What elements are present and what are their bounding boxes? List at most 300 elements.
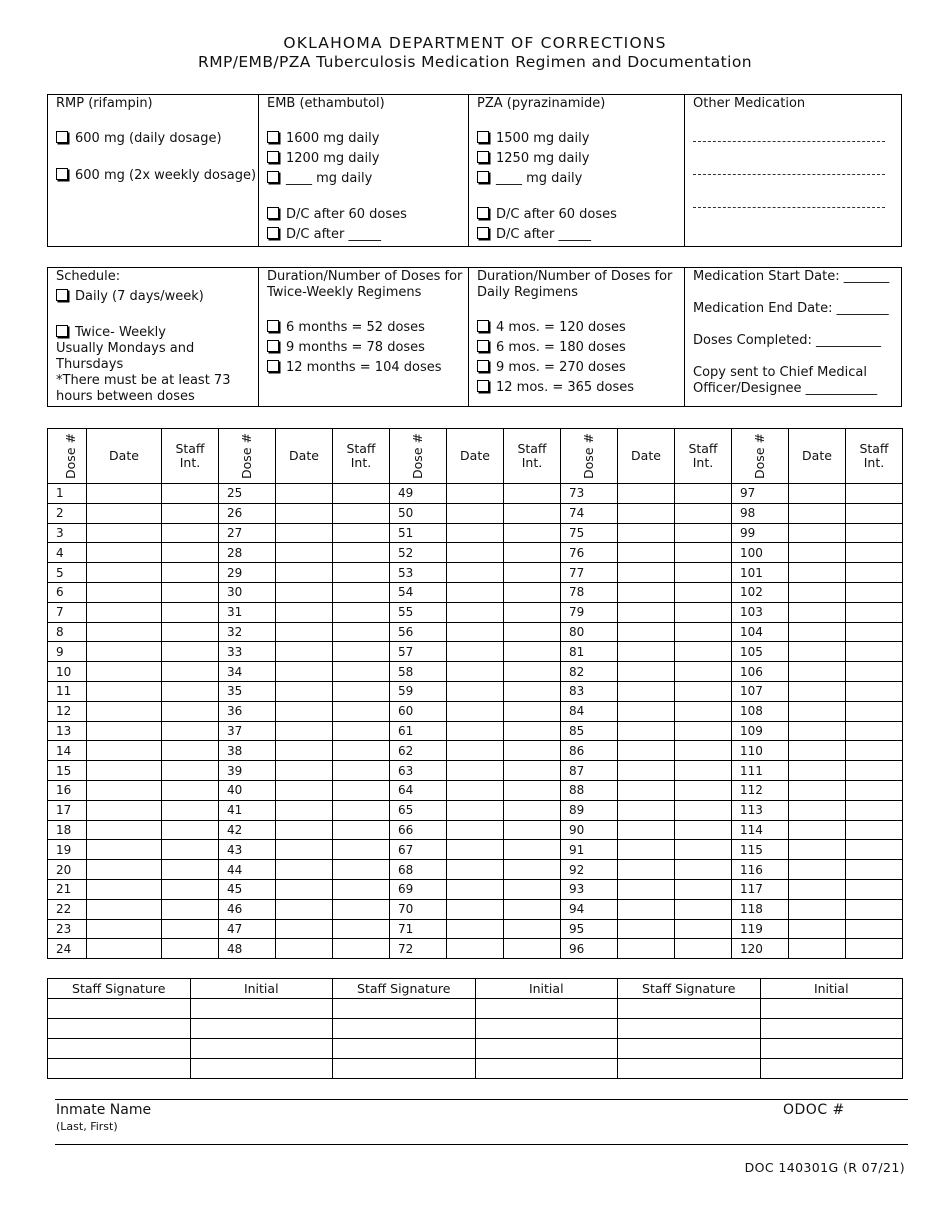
dose-date-cell[interactable] (447, 602, 504, 622)
dose-date-cell[interactable] (618, 840, 675, 860)
staff-signature-cell[interactable] (618, 1039, 761, 1059)
checkbox-icon[interactable] (477, 360, 489, 372)
initial-cell[interactable] (190, 1059, 333, 1079)
staff-initials-cell[interactable] (675, 543, 732, 563)
staff-signature-cell[interactable] (48, 1019, 191, 1039)
staff-signature-cell[interactable] (333, 1019, 476, 1039)
dose-date-cell[interactable] (618, 563, 675, 583)
checkbox-icon[interactable] (56, 325, 68, 337)
staff-initials-cell[interactable] (846, 899, 903, 919)
staff-initials-cell[interactable] (846, 701, 903, 721)
staff-initials-cell[interactable] (675, 939, 732, 959)
medication-start-date-field[interactable]: Medication Start Date: _______ (693, 269, 890, 284)
staff-initials-cell[interactable] (504, 503, 561, 523)
dose-date-cell[interactable] (447, 800, 504, 820)
staff-initials-cell[interactable] (846, 840, 903, 860)
dose-date-cell[interactable] (789, 622, 846, 642)
staff-initials-cell[interactable] (333, 919, 390, 939)
staff-initials-cell[interactable] (846, 503, 903, 523)
staff-initials-cell[interactable] (846, 582, 903, 602)
initial-cell[interactable] (760, 999, 903, 1019)
staff-initials-cell[interactable] (846, 939, 903, 959)
dose-date-cell[interactable] (87, 484, 162, 504)
checkbox-icon[interactable] (267, 207, 279, 219)
staff-initials-cell[interactable] (504, 780, 561, 800)
staff-initials-cell[interactable] (675, 840, 732, 860)
twice-weekly-6mo[interactable]: 6 months = 52 doses (267, 320, 460, 336)
staff-initials-cell[interactable] (675, 701, 732, 721)
checkbox-icon[interactable] (477, 340, 489, 352)
staff-initials-cell[interactable] (162, 622, 219, 642)
dose-date-cell[interactable] (789, 761, 846, 781)
dose-date-cell[interactable] (276, 582, 333, 602)
dose-date-cell[interactable] (447, 820, 504, 840)
staff-initials-cell[interactable] (675, 780, 732, 800)
dose-date-cell[interactable] (789, 701, 846, 721)
staff-initials-cell[interactable] (162, 860, 219, 880)
initial-cell[interactable] (475, 1039, 618, 1059)
dose-date-cell[interactable] (447, 543, 504, 563)
dose-date-cell[interactable] (276, 622, 333, 642)
pza-option-dc60[interactable]: D/C after 60 doses (477, 207, 676, 223)
dose-date-cell[interactable] (276, 721, 333, 741)
staff-signature-cell[interactable] (333, 999, 476, 1019)
dose-date-cell[interactable] (276, 701, 333, 721)
staff-initials-cell[interactable] (162, 523, 219, 543)
staff-initials-cell[interactable] (846, 741, 903, 761)
staff-signature-cell[interactable] (48, 999, 191, 1019)
staff-initials-cell[interactable] (846, 721, 903, 741)
staff-initials-cell[interactable] (162, 820, 219, 840)
checkbox-icon[interactable] (477, 207, 489, 219)
staff-signature-cell[interactable] (333, 1039, 476, 1059)
staff-initials-cell[interactable] (333, 800, 390, 820)
dose-date-cell[interactable] (276, 662, 333, 682)
staff-initials-cell[interactable] (675, 563, 732, 583)
staff-initials-cell[interactable] (504, 939, 561, 959)
dose-date-cell[interactable] (447, 780, 504, 800)
staff-initials-cell[interactable] (846, 523, 903, 543)
dose-date-cell[interactable] (87, 741, 162, 761)
staff-initials-cell[interactable] (675, 879, 732, 899)
checkbox-icon[interactable] (267, 340, 279, 352)
staff-initials-cell[interactable] (162, 582, 219, 602)
staff-initials-cell[interactable] (162, 602, 219, 622)
dose-date-cell[interactable] (276, 860, 333, 880)
initial-cell[interactable] (760, 1059, 903, 1079)
dose-date-cell[interactable] (276, 503, 333, 523)
dose-date-cell[interactable] (618, 602, 675, 622)
dose-date-cell[interactable] (87, 622, 162, 642)
staff-signature-cell[interactable] (618, 999, 761, 1019)
checkbox-icon[interactable] (267, 227, 279, 239)
staff-initials-cell[interactable] (675, 899, 732, 919)
staff-initials-cell[interactable] (333, 563, 390, 583)
staff-initials-cell[interactable] (504, 701, 561, 721)
staff-initials-cell[interactable] (333, 840, 390, 860)
staff-initials-cell[interactable] (504, 741, 561, 761)
staff-initials-cell[interactable] (675, 860, 732, 880)
dose-date-cell[interactable] (789, 879, 846, 899)
dose-date-cell[interactable] (87, 761, 162, 781)
medication-end-date-field[interactable]: Medication End Date: ________ (693, 301, 889, 316)
dose-date-cell[interactable] (447, 701, 504, 721)
staff-initials-cell[interactable] (333, 622, 390, 642)
staff-initials-cell[interactable] (675, 484, 732, 504)
staff-initials-cell[interactable] (675, 681, 732, 701)
staff-initials-cell[interactable] (333, 860, 390, 880)
twice-weekly-9mo[interactable]: 9 months = 78 doses (267, 340, 460, 356)
dose-date-cell[interactable] (618, 503, 675, 523)
dose-date-cell[interactable] (276, 879, 333, 899)
emb-option-dc-custom[interactable]: D/C after _____ (267, 227, 460, 243)
staff-initials-cell[interactable] (846, 761, 903, 781)
staff-initials-cell[interactable] (162, 800, 219, 820)
dose-date-cell[interactable] (618, 939, 675, 959)
dose-date-cell[interactable] (447, 860, 504, 880)
dose-date-cell[interactable] (789, 800, 846, 820)
staff-initials-cell[interactable] (675, 919, 732, 939)
dose-date-cell[interactable] (789, 681, 846, 701)
dose-date-cell[interactable] (447, 761, 504, 781)
dose-date-cell[interactable] (447, 563, 504, 583)
dose-date-cell[interactable] (276, 820, 333, 840)
dose-date-cell[interactable] (618, 582, 675, 602)
dose-date-cell[interactable] (447, 879, 504, 899)
dose-date-cell[interactable] (87, 919, 162, 939)
dose-date-cell[interactable] (618, 860, 675, 880)
staff-initials-cell[interactable] (675, 622, 732, 642)
other-medication-line-1[interactable] (693, 140, 885, 142)
dose-date-cell[interactable] (618, 484, 675, 504)
staff-initials-cell[interactable] (675, 721, 732, 741)
staff-initials-cell[interactable] (162, 484, 219, 504)
dose-date-cell[interactable] (276, 741, 333, 761)
dose-date-cell[interactable] (87, 899, 162, 919)
initial-cell[interactable] (190, 999, 333, 1019)
staff-initials-cell[interactable] (162, 662, 219, 682)
staff-initials-cell[interactable] (162, 780, 219, 800)
checkbox-icon[interactable] (56, 289, 68, 301)
checkbox-icon[interactable] (267, 320, 279, 332)
dose-date-cell[interactable] (789, 563, 846, 583)
dose-date-cell[interactable] (87, 721, 162, 741)
staff-initials-cell[interactable] (333, 701, 390, 721)
dose-date-cell[interactable] (447, 503, 504, 523)
staff-initials-cell[interactable] (504, 543, 561, 563)
dose-date-cell[interactable] (447, 840, 504, 860)
staff-initials-cell[interactable] (846, 602, 903, 622)
daily-regimen-6mo[interactable]: 6 mos. = 180 doses (477, 340, 676, 356)
twice-weekly-12mo[interactable]: 12 months = 104 doses (267, 360, 460, 376)
staff-initials-cell[interactable] (333, 523, 390, 543)
copy-sent-field[interactable]: Officer/Designee ___________ (693, 381, 878, 396)
staff-initials-cell[interactable] (162, 939, 219, 959)
doses-completed-field[interactable]: Doses Completed: __________ (693, 333, 882, 348)
dose-date-cell[interactable] (87, 840, 162, 860)
dose-date-cell[interactable] (276, 602, 333, 622)
staff-initials-cell[interactable] (675, 602, 732, 622)
staff-initials-cell[interactable] (504, 622, 561, 642)
dose-date-cell[interactable] (618, 622, 675, 642)
dose-date-cell[interactable] (618, 919, 675, 939)
dose-date-cell[interactable] (618, 899, 675, 919)
checkbox-icon[interactable] (56, 168, 68, 180)
dose-date-cell[interactable] (789, 582, 846, 602)
other-medication-line-3[interactable] (693, 206, 885, 208)
staff-signature-cell[interactable] (618, 1059, 761, 1079)
staff-initials-cell[interactable] (846, 800, 903, 820)
staff-initials-cell[interactable] (675, 503, 732, 523)
staff-initials-cell[interactable] (504, 662, 561, 682)
staff-initials-cell[interactable] (675, 582, 732, 602)
staff-initials-cell[interactable] (162, 642, 219, 662)
checkbox-icon[interactable] (267, 171, 279, 183)
staff-initials-cell[interactable] (333, 899, 390, 919)
staff-initials-cell[interactable] (333, 543, 390, 563)
emb-option-custom[interactable]: ____ mg daily (267, 171, 460, 187)
dose-date-cell[interactable] (87, 582, 162, 602)
dose-date-cell[interactable] (276, 484, 333, 504)
dose-date-cell[interactable] (789, 820, 846, 840)
staff-initials-cell[interactable] (846, 780, 903, 800)
dose-date-cell[interactable] (789, 899, 846, 919)
staff-initials-cell[interactable] (162, 563, 219, 583)
staff-initials-cell[interactable] (333, 939, 390, 959)
staff-initials-cell[interactable] (504, 761, 561, 781)
dose-date-cell[interactable] (618, 681, 675, 701)
dose-date-cell[interactable] (618, 800, 675, 820)
staff-initials-cell[interactable] (162, 879, 219, 899)
pza-option-dc-custom[interactable]: D/C after _____ (477, 227, 676, 243)
dose-date-cell[interactable] (618, 701, 675, 721)
dose-date-cell[interactable] (789, 523, 846, 543)
staff-initials-cell[interactable] (846, 860, 903, 880)
initial-cell[interactable] (760, 1019, 903, 1039)
initial-cell[interactable] (760, 1039, 903, 1059)
rmp-option-daily[interactable]: 600 mg (daily dosage) (56, 131, 250, 147)
staff-initials-cell[interactable] (162, 721, 219, 741)
initial-cell[interactable] (190, 1039, 333, 1059)
dose-date-cell[interactable] (618, 879, 675, 899)
dose-date-cell[interactable] (789, 939, 846, 959)
staff-initials-cell[interactable] (504, 484, 561, 504)
dose-date-cell[interactable] (87, 503, 162, 523)
dose-date-cell[interactable] (276, 642, 333, 662)
staff-initials-cell[interactable] (162, 899, 219, 919)
dose-date-cell[interactable] (447, 484, 504, 504)
staff-initials-cell[interactable] (675, 800, 732, 820)
dose-date-cell[interactable] (87, 701, 162, 721)
dose-date-cell[interactable] (447, 939, 504, 959)
dose-date-cell[interactable] (447, 622, 504, 642)
pza-option-1250[interactable]: 1250 mg daily (477, 151, 676, 167)
dose-date-cell[interactable] (789, 662, 846, 682)
checkbox-icon[interactable] (267, 131, 279, 143)
dose-date-cell[interactable] (618, 761, 675, 781)
dose-date-cell[interactable] (276, 840, 333, 860)
staff-initials-cell[interactable] (675, 662, 732, 682)
staff-initials-cell[interactable] (846, 484, 903, 504)
dose-date-cell[interactable] (789, 543, 846, 563)
staff-initials-cell[interactable] (504, 860, 561, 880)
dose-date-cell[interactable] (789, 602, 846, 622)
dose-date-cell[interactable] (447, 681, 504, 701)
staff-initials-cell[interactable] (333, 642, 390, 662)
schedule-option-twice[interactable]: Twice- Weekly (56, 325, 250, 341)
staff-initials-cell[interactable] (333, 681, 390, 701)
dose-date-cell[interactable] (447, 662, 504, 682)
dose-date-cell[interactable] (276, 800, 333, 820)
emb-option-1200[interactable]: 1200 mg daily (267, 151, 460, 167)
staff-initials-cell[interactable] (333, 582, 390, 602)
checkbox-icon[interactable] (477, 320, 489, 332)
staff-initials-cell[interactable] (333, 662, 390, 682)
staff-initials-cell[interactable] (846, 543, 903, 563)
dose-date-cell[interactable] (447, 523, 504, 543)
staff-initials-cell[interactable] (504, 681, 561, 701)
dose-date-cell[interactable] (447, 642, 504, 662)
dose-date-cell[interactable] (276, 563, 333, 583)
staff-initials-cell[interactable] (846, 642, 903, 662)
staff-initials-cell[interactable] (504, 820, 561, 840)
staff-initials-cell[interactable] (504, 919, 561, 939)
dose-date-cell[interactable] (87, 642, 162, 662)
staff-initials-cell[interactable] (675, 761, 732, 781)
staff-initials-cell[interactable] (846, 622, 903, 642)
checkbox-icon[interactable] (477, 227, 489, 239)
dose-date-cell[interactable] (87, 662, 162, 682)
dose-date-cell[interactable] (789, 741, 846, 761)
dose-date-cell[interactable] (789, 780, 846, 800)
dose-date-cell[interactable] (87, 523, 162, 543)
dose-date-cell[interactable] (87, 860, 162, 880)
checkbox-icon[interactable] (477, 380, 489, 392)
dose-date-cell[interactable] (87, 563, 162, 583)
staff-initials-cell[interactable] (504, 523, 561, 543)
dose-date-cell[interactable] (447, 721, 504, 741)
daily-regimen-9mo[interactable]: 9 mos. = 270 doses (477, 360, 676, 376)
staff-initials-cell[interactable] (846, 820, 903, 840)
dose-date-cell[interactable] (618, 820, 675, 840)
staff-initials-cell[interactable] (675, 523, 732, 543)
staff-initials-cell[interactable] (333, 820, 390, 840)
initial-cell[interactable] (475, 999, 618, 1019)
staff-initials-cell[interactable] (504, 602, 561, 622)
staff-initials-cell[interactable] (333, 780, 390, 800)
dose-date-cell[interactable] (618, 662, 675, 682)
staff-signature-cell[interactable] (48, 1059, 191, 1079)
staff-initials-cell[interactable] (333, 602, 390, 622)
initial-cell[interactable] (190, 1019, 333, 1039)
dose-date-cell[interactable] (276, 939, 333, 959)
dose-date-cell[interactable] (789, 919, 846, 939)
checkbox-icon[interactable] (477, 171, 489, 183)
dose-date-cell[interactable] (87, 602, 162, 622)
staff-initials-cell[interactable] (162, 701, 219, 721)
staff-signature-cell[interactable] (48, 1039, 191, 1059)
dose-date-cell[interactable] (789, 484, 846, 504)
dose-date-cell[interactable] (276, 780, 333, 800)
dose-date-cell[interactable] (87, 820, 162, 840)
daily-regimen-4mo[interactable]: 4 mos. = 120 doses (477, 320, 676, 336)
dose-date-cell[interactable] (618, 543, 675, 563)
staff-initials-cell[interactable] (333, 503, 390, 523)
dose-date-cell[interactable] (87, 543, 162, 563)
checkbox-icon[interactable] (267, 360, 279, 372)
initial-cell[interactable] (475, 1019, 618, 1039)
rmp-option-weekly[interactable]: 600 mg (2x weekly dosage) (56, 168, 250, 184)
dose-date-cell[interactable] (276, 523, 333, 543)
staff-initials-cell[interactable] (333, 484, 390, 504)
dose-date-cell[interactable] (789, 840, 846, 860)
staff-initials-cell[interactable] (846, 563, 903, 583)
pza-option-custom[interactable]: ____ mg daily (477, 171, 676, 187)
daily-regimen-12mo[interactable]: 12 mos. = 365 doses (477, 380, 676, 396)
dose-date-cell[interactable] (789, 642, 846, 662)
staff-initials-cell[interactable] (504, 879, 561, 899)
staff-initials-cell[interactable] (504, 563, 561, 583)
staff-initials-cell[interactable] (333, 879, 390, 899)
dose-date-cell[interactable] (447, 919, 504, 939)
schedule-option-daily[interactable]: Daily (7 days/week) (56, 289, 250, 305)
dose-date-cell[interactable] (618, 523, 675, 543)
staff-initials-cell[interactable] (162, 503, 219, 523)
initial-cell[interactable] (475, 1059, 618, 1079)
other-medication-line-2[interactable] (693, 173, 885, 175)
staff-signature-cell[interactable] (333, 1059, 476, 1079)
staff-initials-cell[interactable] (846, 919, 903, 939)
emb-option-dc60[interactable]: D/C after 60 doses (267, 207, 460, 223)
dose-date-cell[interactable] (276, 919, 333, 939)
staff-initials-cell[interactable] (162, 741, 219, 761)
dose-date-cell[interactable] (618, 741, 675, 761)
staff-initials-cell[interactable] (333, 741, 390, 761)
staff-initials-cell[interactable] (162, 840, 219, 860)
dose-date-cell[interactable] (447, 899, 504, 919)
staff-initials-cell[interactable] (846, 681, 903, 701)
staff-initials-cell[interactable] (162, 681, 219, 701)
staff-initials-cell[interactable] (846, 662, 903, 682)
pza-option-1500[interactable]: 1500 mg daily (477, 131, 676, 147)
dose-date-cell[interactable] (618, 780, 675, 800)
staff-initials-cell[interactable] (504, 582, 561, 602)
dose-date-cell[interactable] (789, 860, 846, 880)
staff-initials-cell[interactable] (846, 879, 903, 899)
emb-option-1600[interactable]: 1600 mg daily (267, 131, 460, 147)
dose-date-cell[interactable] (87, 800, 162, 820)
staff-initials-cell[interactable] (675, 642, 732, 662)
staff-initials-cell[interactable] (162, 919, 219, 939)
dose-date-cell[interactable] (87, 939, 162, 959)
staff-signature-cell[interactable] (618, 1019, 761, 1039)
staff-initials-cell[interactable] (504, 642, 561, 662)
dose-date-cell[interactable] (276, 899, 333, 919)
dose-date-cell[interactable] (87, 879, 162, 899)
dose-date-cell[interactable] (789, 503, 846, 523)
staff-initials-cell[interactable] (333, 761, 390, 781)
checkbox-icon[interactable] (56, 131, 68, 143)
dose-date-cell[interactable] (447, 582, 504, 602)
staff-initials-cell[interactable] (504, 721, 561, 741)
dose-date-cell[interactable] (276, 543, 333, 563)
dose-date-cell[interactable] (87, 681, 162, 701)
checkbox-icon[interactable] (477, 151, 489, 163)
dose-date-cell[interactable] (276, 681, 333, 701)
staff-initials-cell[interactable] (504, 840, 561, 860)
staff-initials-cell[interactable] (333, 721, 390, 741)
checkbox-icon[interactable] (267, 151, 279, 163)
